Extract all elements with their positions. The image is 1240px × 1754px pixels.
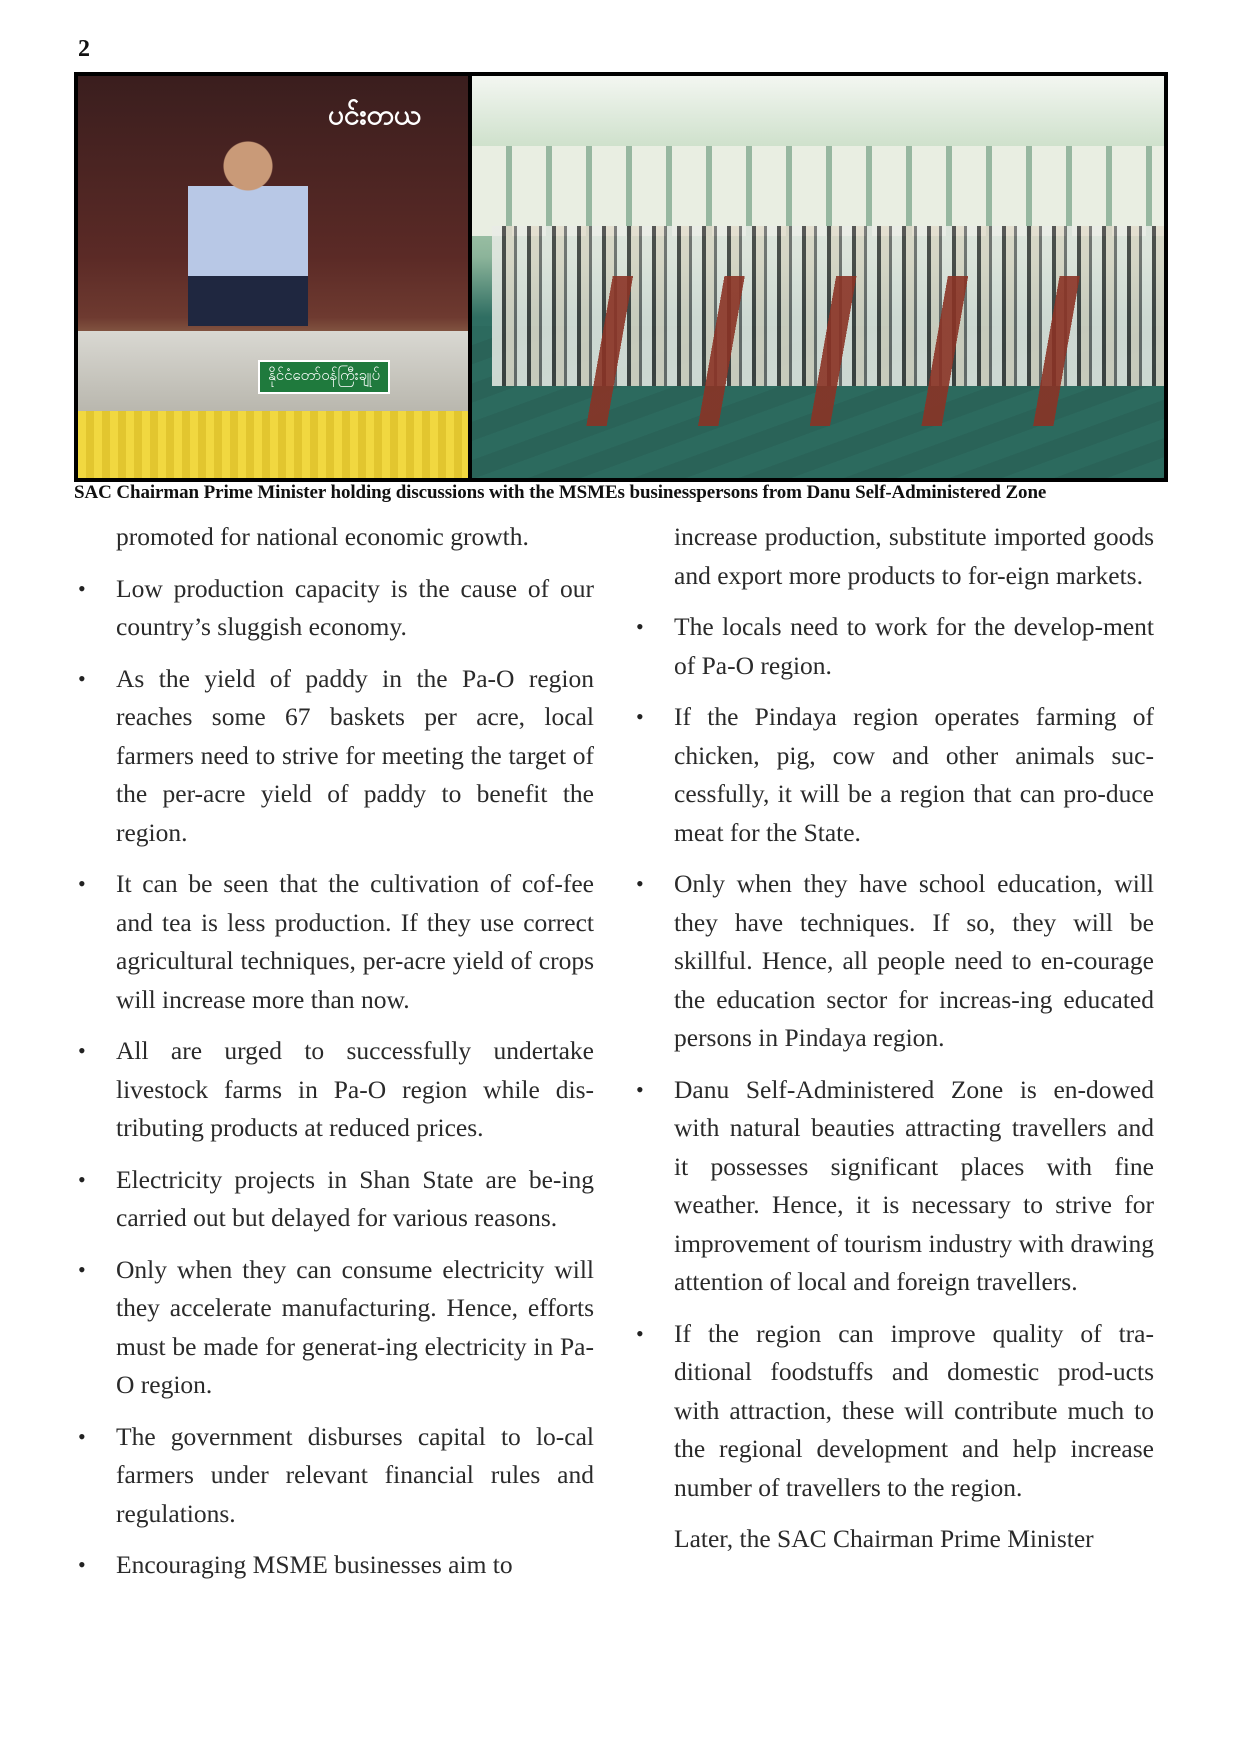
right-closing-text: Later, the SAC Chairman Prime Minister <box>674 1524 1094 1553</box>
bullet-item: • If the Pindaya region operates farming of chicken, pig, cow and other animals suc-cessfully, it will be a region that can pro-duce meat for the State. <box>636 698 1154 852</box>
bullet-item: • The locals need to work for the develop-ment of Pa-O region. <box>636 608 1154 685</box>
right-lead-text: increase production, substitute imported goods and export more products to for-eign markets. <box>674 522 1154 590</box>
bullet-item: • All are urged to successfully undertake livestock farms in Pa-O region while dis-tributing products at reduced prices. <box>78 1032 594 1148</box>
desk-skirt <box>78 411 468 478</box>
hall-ceiling <box>472 76 1164 146</box>
left-column <box>78 518 594 1585</box>
bullet-item: • It can be seen that the cultivation of cof-fee and tea is less production. If they use correct agricultural techniques, per-acre yield of crops will increase more than now. <box>78 865 594 1019</box>
bullet-item: • If the region can improve quality of tra-ditional foodstuffs and domestic prod-ucts with attraction, these will contribute much to the regional development and help increase number of travellers to the region. <box>636 1315 1154 1508</box>
bullet-item: • Low production capacity is the cause of our country’s sluggish economy. <box>78 570 594 647</box>
hall-wall <box>472 146 1164 236</box>
left-lead-text: promoted for national economic growth. <box>116 522 529 551</box>
news-photo <box>74 72 1168 482</box>
bullet-item: • Electricity projects in Shan State are be-ing carried out but delayed for various reasons. <box>78 1161 594 1238</box>
page-number: 2 <box>78 36 90 62</box>
nameplate: နိုင်ငံတော်ဝန်ကြီးချုပ် <box>258 360 390 394</box>
photo-caption: SAC Chairman Prime Minister holding discussions with the MSMEs businesspersons from Danu Self-Administered Zone <box>74 482 1047 503</box>
right-column <box>636 518 1154 1559</box>
bullet-item: • As the yield of paddy in the Pa-O region reaches some 67 baskets per acre, local farmers need to strive for meeting the target of the per-acre yield of paddy to benefit the region. <box>78 660 594 853</box>
audience-tables <box>562 276 1122 426</box>
bullet-item: • Encouraging MSME businesses aim to <box>78 1546 594 1585</box>
speaker-figure <box>188 136 308 326</box>
bullet-item: • Only when they can consume electricity will they accelerate manufacturing. Hence, efforts must be made for generat-ing electricity in Pa-O region. <box>78 1251 594 1405</box>
bullet-item: • The government disburses capital to lo-cal farmers under relevant financial rules and regulations. <box>78 1418 594 1534</box>
bullet-item: • Danu Self-Administered Zone is en-dowed with natural beauties attracting travellers and it possesses significant places with fine weather. Hence, it is necessary to strive for improvement of tourism industry with drawing attention of local and foreign travellers. <box>636 1071 1154 1302</box>
audience-photo <box>472 76 1164 478</box>
banner-text: ပင်းတယ <box>328 98 422 131</box>
speaker-photo <box>78 76 468 478</box>
bullet-item: • Only when they have school education, will they have techniques. If so, they will be skillful. Hence, all people need to en-courage the education sector for increas-ing educated persons in Pindaya region. <box>636 865 1154 1058</box>
